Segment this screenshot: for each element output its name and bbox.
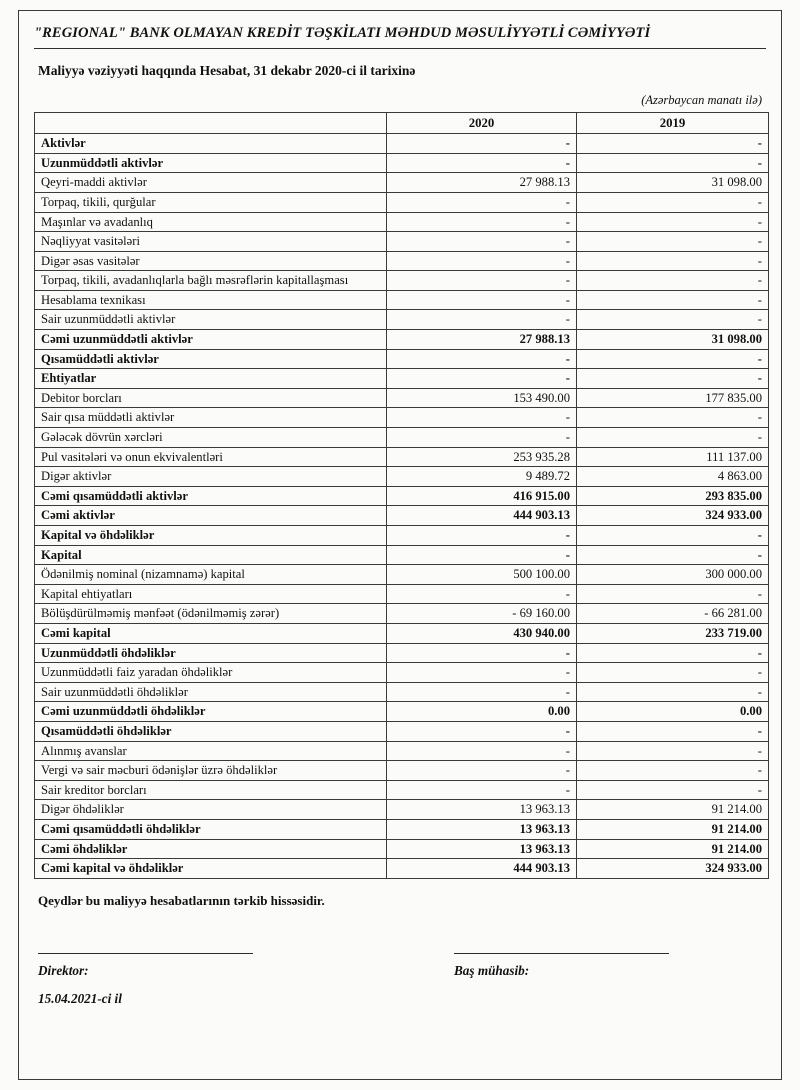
row-label: Ödənilmiş nominal (nizamnamə) kapital xyxy=(35,565,387,585)
row-value-2020: - xyxy=(387,310,577,330)
table-row xyxy=(35,428,769,448)
row-label: Qısamüddətli aktivlər xyxy=(35,349,387,369)
row-value-2019: - xyxy=(577,271,769,291)
row-value-2019: - xyxy=(577,290,769,310)
row-value-2019: - xyxy=(577,408,769,428)
table-row xyxy=(35,506,769,526)
row-value-2019: 91 214.00 xyxy=(577,839,769,859)
row-label: Cəmi qısamüddətli aktivlər xyxy=(35,486,387,506)
column-header-2020: 2020 xyxy=(387,113,577,134)
row-label: Alınmış avanslar xyxy=(35,741,387,761)
table-row xyxy=(35,467,769,487)
row-value-2020: - xyxy=(387,349,577,369)
table-row xyxy=(35,173,769,193)
table-row xyxy=(35,819,769,839)
table-row xyxy=(35,721,769,741)
row-value-2019: 324 933.00 xyxy=(577,859,769,879)
row-label: Uzunmüddətli aktivlər xyxy=(35,153,387,173)
row-label: Gələcək dövrün xərcləri xyxy=(35,428,387,448)
row-value-2020: - xyxy=(387,408,577,428)
row-label: Sair uzunmüddətli aktivlər xyxy=(35,310,387,330)
row-value-2019: - xyxy=(577,310,769,330)
row-value-2020: - xyxy=(387,643,577,663)
column-header-2019: 2019 xyxy=(577,113,769,134)
row-value-2019: - xyxy=(577,545,769,565)
row-value-2020: 416 915.00 xyxy=(387,486,577,506)
row-label: Pul vasitələri və onun ekvivalentləri xyxy=(35,447,387,467)
table-row xyxy=(35,839,769,859)
row-label: Kapital xyxy=(35,545,387,565)
row-value-2020: - xyxy=(387,369,577,389)
row-value-2019: - 66 281.00 xyxy=(577,604,769,624)
row-value-2020: - xyxy=(387,428,577,448)
row-value-2020: - xyxy=(387,780,577,800)
table-row xyxy=(35,447,769,467)
row-label: Digər aktivlər xyxy=(35,467,387,487)
table-row xyxy=(35,780,769,800)
row-label: Bölüşdürülməmiş mənfəət (ödənilməmiş zərər) xyxy=(35,604,387,624)
table-row xyxy=(35,859,769,879)
row-value-2019: 31 098.00 xyxy=(577,173,769,193)
row-value-2019: - xyxy=(577,134,769,154)
row-value-2020: 444 903.13 xyxy=(387,506,577,526)
row-value-2020: - 69 160.00 xyxy=(387,604,577,624)
table-row xyxy=(35,134,769,154)
row-value-2020: 500 100.00 xyxy=(387,565,577,585)
row-value-2019: - xyxy=(577,741,769,761)
table-row xyxy=(35,623,769,643)
accountant-signature-line xyxy=(454,953,669,954)
row-value-2019: - xyxy=(577,349,769,369)
row-value-2020: - xyxy=(387,663,577,683)
row-label: Cəmi aktivlər xyxy=(35,506,387,526)
table-row xyxy=(35,702,769,722)
table-row xyxy=(35,310,769,330)
row-label: Cəmi öhdəliklər xyxy=(35,839,387,859)
row-label: Maşınlar və avadanlıq xyxy=(35,212,387,232)
footer-note: Qeydlər bu maliyyə hesabatlarının tərkib hissəsidir. xyxy=(38,892,325,908)
row-value-2020: - xyxy=(387,526,577,546)
row-value-2019: - xyxy=(577,682,769,702)
table-row xyxy=(35,486,769,506)
row-value-2019: 177 835.00 xyxy=(577,388,769,408)
row-label: Torpaq, tikili, avadanlıqlarla bağlı məsrəflərin kapitallaşması xyxy=(35,271,387,291)
row-value-2020: 430 940.00 xyxy=(387,623,577,643)
row-value-2019: - xyxy=(577,780,769,800)
row-value-2019: - xyxy=(577,643,769,663)
row-value-2019: - xyxy=(577,761,769,781)
row-value-2020: - xyxy=(387,153,577,173)
row-label: Uzunmüddətli öhdəliklər xyxy=(35,643,387,663)
row-value-2019: - xyxy=(577,192,769,212)
row-label: Hesablama texnikası xyxy=(35,290,387,310)
table-row xyxy=(35,545,769,565)
row-value-2020: 153 490.00 xyxy=(387,388,577,408)
table-row xyxy=(35,761,769,781)
row-label: Nəqliyyat vasitələri xyxy=(35,232,387,252)
row-value-2020: 253 935.28 xyxy=(387,447,577,467)
row-value-2019: 4 863.00 xyxy=(577,467,769,487)
row-value-2020: 9 489.72 xyxy=(387,467,577,487)
row-value-2019: - xyxy=(577,721,769,741)
table-row xyxy=(35,741,769,761)
row-label: Digər əsas vasitələr xyxy=(35,251,387,271)
row-label: Vergi və sair məcburi ödənişlər üzrə öhdəliklər xyxy=(35,761,387,781)
row-value-2019: 293 835.00 xyxy=(577,486,769,506)
row-value-2020: - xyxy=(387,290,577,310)
row-label: Sair uzunmüddətli öhdəliklər xyxy=(35,682,387,702)
document-content xyxy=(34,20,768,1023)
row-value-2019: 233 719.00 xyxy=(577,623,769,643)
row-value-2020: 27 988.13 xyxy=(387,330,577,350)
row-value-2020: 444 903.13 xyxy=(387,859,577,879)
column-header-label xyxy=(35,113,387,134)
table-row xyxy=(35,682,769,702)
row-label: Kapital ehtiyatları xyxy=(35,584,387,604)
row-label: Cəmi uzunmüddətli aktivlər xyxy=(35,330,387,350)
table-row xyxy=(35,584,769,604)
table-row xyxy=(35,232,769,252)
table-row xyxy=(35,388,769,408)
row-value-2019: - xyxy=(577,428,769,448)
report-subtitle: Maliyyə vəziyyəti haqqında Hesabat, 31 dekabr 2020-ci il tarixinə xyxy=(38,63,416,79)
row-value-2020: 13 963.13 xyxy=(387,839,577,859)
accountant-signature-block xyxy=(454,953,714,979)
row-label: Aktivlər xyxy=(35,134,387,154)
table-row xyxy=(35,349,769,369)
row-value-2020: - xyxy=(387,545,577,565)
row-label: Ehtiyatlar xyxy=(35,369,387,389)
row-value-2020: 0.00 xyxy=(387,702,577,722)
accountant-label: Baş mühasib: xyxy=(454,962,530,978)
table-row xyxy=(35,643,769,663)
row-value-2020: - xyxy=(387,682,577,702)
currency-note: (Azərbaycan manatı ilə) xyxy=(641,93,762,108)
signature-area xyxy=(34,953,768,1023)
row-label: Sair kreditor borcları xyxy=(35,780,387,800)
row-label: Sair qısa müddətli aktivlər xyxy=(35,408,387,428)
row-value-2019: - xyxy=(577,212,769,232)
row-value-2020: - xyxy=(387,134,577,154)
table-row xyxy=(35,800,769,820)
table-row xyxy=(35,153,769,173)
table-header-row xyxy=(35,113,769,134)
company-title: "REGIONAL" BANK OLMAYAN KREDİT TƏŞKİLATI MƏHDUD MƏSULİYYƏTLİ CƏMİYYƏTİ xyxy=(34,25,651,41)
table-row xyxy=(35,526,769,546)
row-value-2020: - xyxy=(387,761,577,781)
table-row xyxy=(35,663,769,683)
row-value-2020: - xyxy=(387,192,577,212)
table-row xyxy=(35,192,769,212)
row-value-2019: 91 214.00 xyxy=(577,800,769,820)
row-value-2020: 27 988.13 xyxy=(387,173,577,193)
row-value-2019: 324 933.00 xyxy=(577,506,769,526)
row-value-2020: - xyxy=(387,741,577,761)
row-label: Torpaq, tikili, qurğular xyxy=(35,192,387,212)
row-value-2020: - xyxy=(387,251,577,271)
director-label: Direktor: xyxy=(38,962,89,978)
row-value-2019: - xyxy=(577,584,769,604)
director-date: 15.04.2021-ci il xyxy=(38,990,122,1006)
table-body xyxy=(35,134,769,879)
row-value-2019: - xyxy=(577,526,769,546)
row-label: Qısamüddətli öhdəliklər xyxy=(35,721,387,741)
table-row xyxy=(35,251,769,271)
row-value-2019: - xyxy=(577,232,769,252)
row-value-2019: 91 214.00 xyxy=(577,819,769,839)
row-value-2019: - xyxy=(577,369,769,389)
title-divider xyxy=(34,48,766,49)
row-value-2019: - xyxy=(577,663,769,683)
row-label: Cəmi kapital xyxy=(35,623,387,643)
table-row xyxy=(35,369,769,389)
row-value-2020: 13 963.13 xyxy=(387,800,577,820)
table-row xyxy=(35,212,769,232)
row-label: Uzunmüddətli faiz yaradan öhdəliklər xyxy=(35,663,387,683)
director-signature-block xyxy=(38,953,268,1007)
row-value-2019: - xyxy=(577,251,769,271)
row-value-2020: - xyxy=(387,212,577,232)
row-label: Digər öhdəliklər xyxy=(35,800,387,820)
table-row xyxy=(35,565,769,585)
table-row xyxy=(35,330,769,350)
row-value-2020: - xyxy=(387,232,577,252)
row-value-2019: 31 098.00 xyxy=(577,330,769,350)
row-label: Cəmi qısamüddətli öhdəliklər xyxy=(35,819,387,839)
row-value-2020: - xyxy=(387,584,577,604)
row-value-2019: 300 000.00 xyxy=(577,565,769,585)
row-value-2020: - xyxy=(387,271,577,291)
row-value-2020: 13 963.13 xyxy=(387,819,577,839)
row-label: Kapital və öhdəliklər xyxy=(35,526,387,546)
table-row xyxy=(35,604,769,624)
financial-position-table xyxy=(34,112,769,879)
row-value-2019: 0.00 xyxy=(577,702,769,722)
table-row xyxy=(35,290,769,310)
row-label: Cəmi uzunmüddətli öhdəliklər xyxy=(35,702,387,722)
row-value-2020: - xyxy=(387,721,577,741)
row-label: Qeyri-maddi aktivlər xyxy=(35,173,387,193)
row-label: Debitor borcları xyxy=(35,388,387,408)
table-row xyxy=(35,408,769,428)
row-value-2019: 111 137.00 xyxy=(577,447,769,467)
row-value-2019: - xyxy=(577,153,769,173)
row-label: Cəmi kapital və öhdəliklər xyxy=(35,859,387,879)
director-signature-line xyxy=(38,953,253,954)
table-row xyxy=(35,271,769,291)
